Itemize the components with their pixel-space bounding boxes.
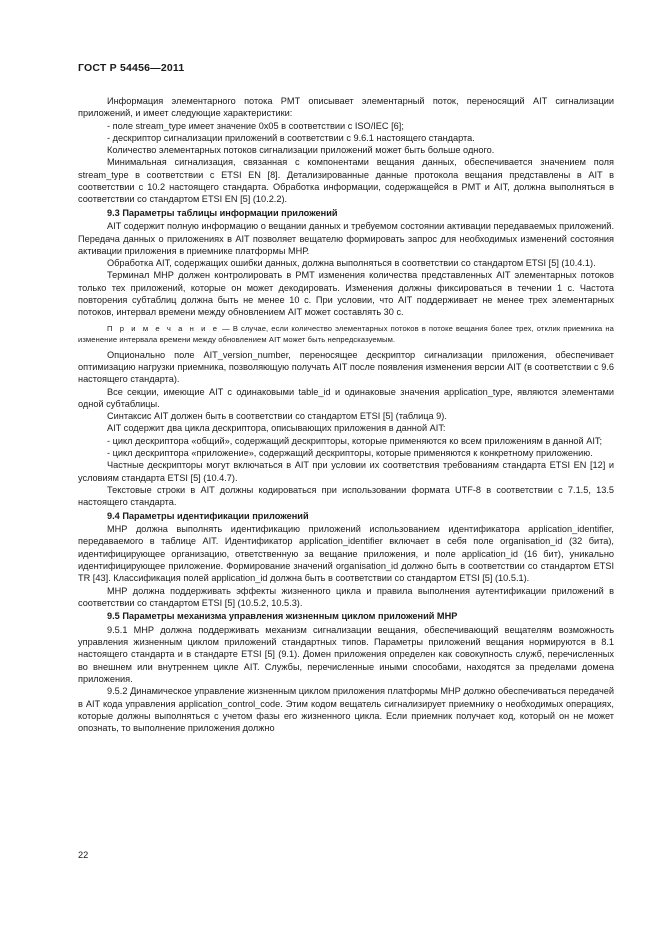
- note-label: П р и м е ч а н и е: [107, 323, 220, 333]
- paragraph: Информация элементарного потока PMT описывает элементарный поток, переносящий AIT сигнализации приложений, и имеет следующие характеристики:: [78, 96, 614, 119]
- list-item: - дескриптор сигнализации приложений в соответствии с 9.6.1 настоящего стандарта.: [107, 132, 475, 143]
- note: [78, 323, 614, 345]
- paragraph: Терминал МНР должен контролировать в PMT изменения количества представленных AIT элементарных потоков только тех приложений, которые он может декодировать. Изменения должны фиксироваться в течении 1 с. Частота повторения субтаблиц должна быть не менее 10 с. При условии, что AIT поддерживает не менее трех элементарных потоков, интервал времени между обновлением AIT может составлять 30 с.: [78, 270, 614, 318]
- paragraph: Частные дескрипторы могут включаться в AIT при условии их соответствия требованиям стандарта ETSI EN [12] и условиям стандарта ETSI [5] (10.4.7).: [78, 460, 614, 483]
- section-heading: 9.3 Параметры таблицы информации приложений: [107, 207, 338, 218]
- page-body: [78, 95, 614, 734]
- list-item: - поле stream_type имеет значение 0x05 в соответствии с ISO/IEC [6];: [107, 120, 404, 131]
- paragraph: Обработка AIT, содержащих ошибки данных, должна выполняться в соответствии со стандартом ETSI [5] (10.4.1).: [107, 258, 596, 269]
- paragraph: 9.5.1 МНР должна поддерживать механизм сигнализации вещания, обеспечивающий вещателям возможность управления жизненным циклом приложений стандартных типов. Параметры приложений вещания нормируются в 8.1 настоящего стандарта и в стандарте ETSI [5] (9.1). Домен приложения определен как совокупность служб, перечисленных во внешнем или внутреннем цикле AIT. Службы, перечисленные иными способами, находятся за пределами домена приложения.: [78, 624, 614, 684]
- paragraph: Текстовые строки в AIT должны кодироваться при использовании формата UTF-8 в соответствии с 7.1.5, 13.5 настоящего стандарта.: [78, 484, 614, 508]
- section-heading: 9.4 Параметры идентификации приложений: [107, 510, 309, 521]
- page-number: 22: [78, 850, 89, 860]
- paragraph: AIT содержит два цикла дескриптора, описывающих приложения в данной AIT:: [107, 423, 446, 434]
- paragraph: 9.5.2 Динамическое управление жизненным циклом приложения платформы МНР должно обеспечиваться передачей в AIT кода управления application_control_code. Этим кодом вещатель сигнализирует приемнику о необходимых операциях, которые должны выполняться с учетом фазы его жизненного цикла. Если приемник получает код, который он не может опознать, то выполнение приложения должно: [78, 686, 614, 734]
- paragraph: Количество элементарных потоков сигнализации приложений может быть больше одного.: [107, 145, 495, 156]
- document-header: ГОСТ Р 54456—2011: [78, 62, 185, 74]
- paragraph: МНР должна поддерживать эффекты жизненного цикла и правила выполнения аутентификации приложений в соответствии со стандартом ETSI [5] (10.5.2, 10.5.3).: [78, 585, 614, 608]
- list-item: - цикл дескриптора «общий», содержащий дескрипторы, которые применяются ко всем приложениям в данной AIT;: [107, 435, 603, 446]
- note-text: — В случае, если количество элементарных потоков в потоке вещания более трех, отклик приемника на изменение интервала времени между обновлением AIT может быть непредсказуемым.: [78, 323, 614, 344]
- paragraph: AIT содержит полную информацию о вещании данных и требуемом состоянии активации передаваемых приложений. Передача данных о приложениях в AIT позволяет вещателю формировать запрос для необходимых изменений состояния активации приложения в приемнике платформы МНР.: [78, 221, 614, 256]
- paragraph: Все секции, имеющие AIT с одинаковыми table_id и одинаковые значения application_type, являются элементами одной субтаблицы.: [78, 386, 614, 409]
- paragraph: МНР должна выполнять идентификацию приложений использованием идентификатора application_identifier, передаваемого в таблице AIT. Идентификатор application_identifier включает в себя поле organisation_id (32 бита), идентифицирующее организацию, ответственную за вещание приложения, и поле application_id (16 бит), уникально идентифицирующее приложение. Формирование значений organisation_id должно быть в соответствии со стандартом ETSI TR [43]. Классификация полей application_id должна быть в соответствии со стандартом ETSI [5] (10.5.1).: [78, 524, 614, 584]
- list-item: - цикл дескриптора «приложение», содержащий дескрипторы, которые применяются к конкретному приложению.: [107, 448, 593, 459]
- paragraph: Опционально поле AIT_version_number, переносящее дескриптор сигнализации приложения, обеспечивает оптимизацию нагрузки приемника, позволяющую получать AIT после появления изменения версии AIT (в соответствии с 9.6 настоящего стандарта).: [78, 349, 614, 385]
- paragraph: Минимальная сигнализация, связанная с компонентами вещания данных, обеспечивается значением поля stream_type в соответствии с ETSI EN [8]. Детализированные данные протокола вещания представлены в AIT в соответствии с 10.2 настоящего стандарта. Обработка информации, содержащейся в PMT и AIT, должна выполняться в соответствии со стандартом ETSI EN [5] (10.2.2).: [78, 157, 614, 205]
- section-heading: 9.5 Параметры механизма управления жизненным циклом приложений МНР: [107, 611, 458, 622]
- paragraph: Синтаксис AIT должен быть в соответствии со стандартом ETSI [5] (таблица 9).: [107, 411, 447, 422]
